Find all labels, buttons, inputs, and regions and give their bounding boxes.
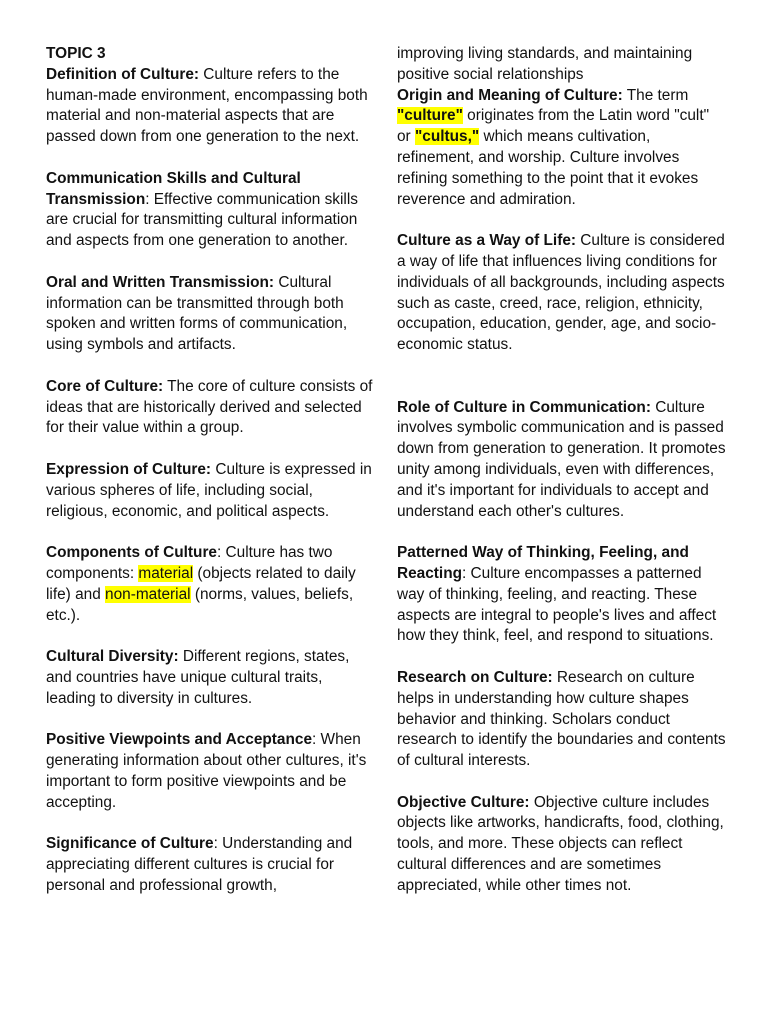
section-body: (norms, values, beliefs, etc.). [46, 585, 354, 624]
section-body: Culture involves symbolic communication and is passed down from generation to generation. It promotes unity among individuals, even with differences, and it's important for individuals to accept and understand each other's cultures. [397, 398, 726, 520]
section-body: originates from the Latin word "cult" or [397, 107, 710, 146]
definition-of-culture-paragraph [46, 65, 374, 148]
patterned-way-paragraph [397, 543, 727, 647]
research-on-culture-paragraph [397, 668, 727, 772]
section-body: Objective culture includes objects like artworks, handicrafts, food, clothing, tools, and more. These objects can reflect cultural differences and are sometimes appreciated, while other times not. [397, 793, 724, 894]
highlighted-term: "cultus," [414, 128, 480, 146]
highlighted-term: "culture" [397, 107, 463, 125]
section-heading: Components of Culture [46, 544, 217, 562]
oral-written-transmission-paragraph [46, 273, 374, 356]
right-column [397, 44, 727, 897]
section-heading: Role of Culture in Communication: [397, 398, 651, 416]
section-heading: Expression of Culture: [46, 460, 212, 478]
section-body: which means cultivation, refinement, and worship. Culture involves refining something to the point that it evokes reverence and admiration. [397, 128, 699, 208]
role-in-communication-paragraph [397, 398, 727, 523]
section-heading: Origin and Meaning of Culture: [397, 86, 623, 104]
topic-heading: TOPIC 3 [46, 45, 106, 62]
section-heading: Oral and Written Transmission: [46, 273, 275, 291]
section-body: Culture is considered a way of life that influences living conditions for individuals of all backgrounds, including aspects such as caste, creed, race, religion, ethnicity, occupation, education, gender, age, and socio-economic status. [397, 232, 725, 354]
section-body: Culture refers to the human-made environment, encompassing both material and non-material aspects that are passed down from one generation to the next. [46, 65, 368, 146]
section-heading: Research on Culture: [397, 668, 553, 686]
section-body: : Culture has two components: [46, 544, 333, 582]
section-heading: Significance of Culture [46, 835, 214, 853]
section-body: Different regions, states, and countries have unique cultural traits, leading to diversity in cultures. [46, 648, 350, 707]
cultural-diversity-paragraph [46, 647, 374, 709]
way-of-life-paragraph [397, 231, 727, 356]
section-heading: Communication Skills and Cultural Transmission [46, 169, 301, 208]
left-column [46, 44, 374, 897]
section-body: : Culture encompasses a patterned way of thinking, feeling, and reacting. These aspects are integral to people's lives and affect how they think, feel, and respond to situations. [397, 564, 717, 645]
objective-culture-paragraph [397, 793, 727, 897]
highlighted-term: material [138, 564, 194, 582]
highlighted-term: non-material [105, 585, 191, 603]
section-body: : When generating information about other cultures, it's important to form positive viewpoints and be accepting. [46, 731, 367, 811]
section-body: Cultural information can be transmitted through both spoken and written forms of communication, using symbols and artifacts. [46, 273, 348, 354]
section-body: : Effective communication skills are crucial for transmitting cultural information and aspects from one generation to another. [46, 190, 358, 250]
components-of-culture-paragraph [46, 543, 374, 626]
section-heading: Culture as a Way of Life: [397, 232, 577, 250]
positive-viewpoints-paragraph [46, 730, 374, 813]
section-heading: Positive Viewpoints and Acceptance [46, 731, 312, 749]
continued-text: improving living standards, and maintaining positive social relationships [397, 45, 693, 83]
section-body: : Understanding and appreciating different cultures is crucial for personal and professional growth, [46, 835, 353, 894]
section-body: Research on culture helps in understanding how culture shapes behavior and thinking. Scholars conduct research to identify the boundaries and contents of cultural interests. [397, 668, 726, 770]
communication-skills-paragraph [46, 169, 374, 252]
section-body: (objects related to daily life) and [46, 564, 356, 603]
section-body: The core of culture consists of ideas that are historically derived and selected for their value within a group. [46, 377, 373, 437]
section-heading: Core of Culture: [46, 377, 164, 395]
significance-of-culture-paragraph [46, 834, 374, 896]
section-body: Culture is expressed in various spheres of life, including social, religious, economic, and political aspects. [46, 460, 372, 520]
section-heading: Definition of Culture: [46, 65, 200, 83]
section-heading: Objective Culture: [397, 793, 530, 811]
section-heading: Cultural Diversity: [46, 648, 179, 666]
origin-meaning-paragraph [397, 86, 727, 211]
expression-of-culture-paragraph [46, 460, 374, 522]
section-heading: Patterned Way of Thinking, Feeling, and Reacting [397, 544, 689, 582]
core-of-culture-paragraph [46, 377, 374, 439]
section-body: The term [622, 86, 689, 104]
